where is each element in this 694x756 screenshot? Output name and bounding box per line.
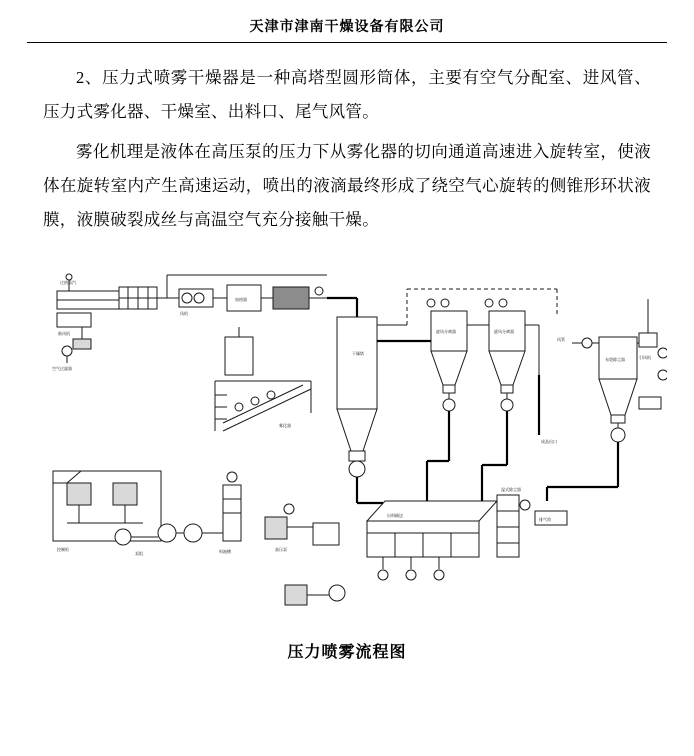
label-product-outlet: 成品出口 xyxy=(541,439,557,444)
cyclone-b-group xyxy=(485,299,525,411)
label-pump-group: 泵组 xyxy=(135,551,143,556)
label-hp-pump: 高压泵 xyxy=(275,547,287,552)
flow-diagram-svg xyxy=(27,255,667,635)
stack-group xyxy=(520,500,567,525)
air-heater-box xyxy=(227,285,261,311)
label-blower: 鼓风机 xyxy=(58,331,70,336)
label-scrubber: 湿式除尘器 xyxy=(501,487,521,492)
small-tank-group xyxy=(225,327,253,375)
duct-block xyxy=(273,287,309,309)
blower-group xyxy=(52,313,91,371)
label-atomizer: 雾化器 xyxy=(279,423,291,428)
label-exhaust-fan: 引风机 xyxy=(639,355,651,360)
valve-icon xyxy=(315,287,323,295)
cyclone-a-group xyxy=(427,299,467,411)
instrument-icon xyxy=(658,370,667,380)
drying-tower-group xyxy=(337,317,377,477)
label-conveyor: 出料输送 xyxy=(387,513,403,518)
hp-pump-group xyxy=(265,504,345,605)
label-air-filter: 空气过滤器 xyxy=(52,366,72,371)
platform-structure xyxy=(215,381,311,431)
page-header xyxy=(0,0,694,42)
label-air-duct: 风管 xyxy=(557,337,565,342)
label-steam-inlet: 过热蒸汽 xyxy=(60,280,76,285)
instrument-icon-2 xyxy=(658,348,667,358)
label-stack: 排气筒 xyxy=(539,517,551,522)
scrubber-group xyxy=(497,486,521,557)
process-flow-figure xyxy=(27,255,667,661)
feed-tank-group xyxy=(219,472,241,554)
bag-filter-group xyxy=(599,337,637,442)
company-name: 天津市津南干燥设备有限公司 xyxy=(249,20,445,35)
paragraph-2: 雾化机理是液体在高压泵的压力下从雾化器的切向通道高速进入旋转室，使液体在旋转室内产生高速运动，喷出的液滴最终形成了绕空气心旋转的侧锥形环状液膜，液膜破裂成丝与高温空气充分接触干燥。 xyxy=(43,142,651,229)
label-control-panel: 控制柜 xyxy=(57,547,69,552)
instrument-box xyxy=(639,397,661,409)
fan-unit-group xyxy=(179,289,213,316)
heater-group xyxy=(57,274,157,309)
label-cyclone-b: 旋风分离器 xyxy=(494,329,514,334)
label-cyclone-a: 旋风分离器 xyxy=(436,329,456,334)
control-panel-group xyxy=(53,471,161,552)
document-body xyxy=(43,43,651,237)
conveyor-group xyxy=(313,501,497,580)
figure-caption: 压力喷雾流程图 xyxy=(287,644,407,661)
label-fan-unit: 风机 xyxy=(180,311,188,316)
label-tower: 干燥塔 xyxy=(352,351,364,356)
paragraph-1: 2、压力式喷雾干燥器是一种高塔型圆形筒体，主要有空气分配室、进风管、压力式雾化器、干燥室、出料口、尾气风管。 xyxy=(43,68,651,121)
label-feed-tank: 料液槽 xyxy=(219,549,231,554)
label-heater: 加热器 xyxy=(235,297,247,302)
label-bag-filter: 布袋除尘器 xyxy=(605,357,625,362)
